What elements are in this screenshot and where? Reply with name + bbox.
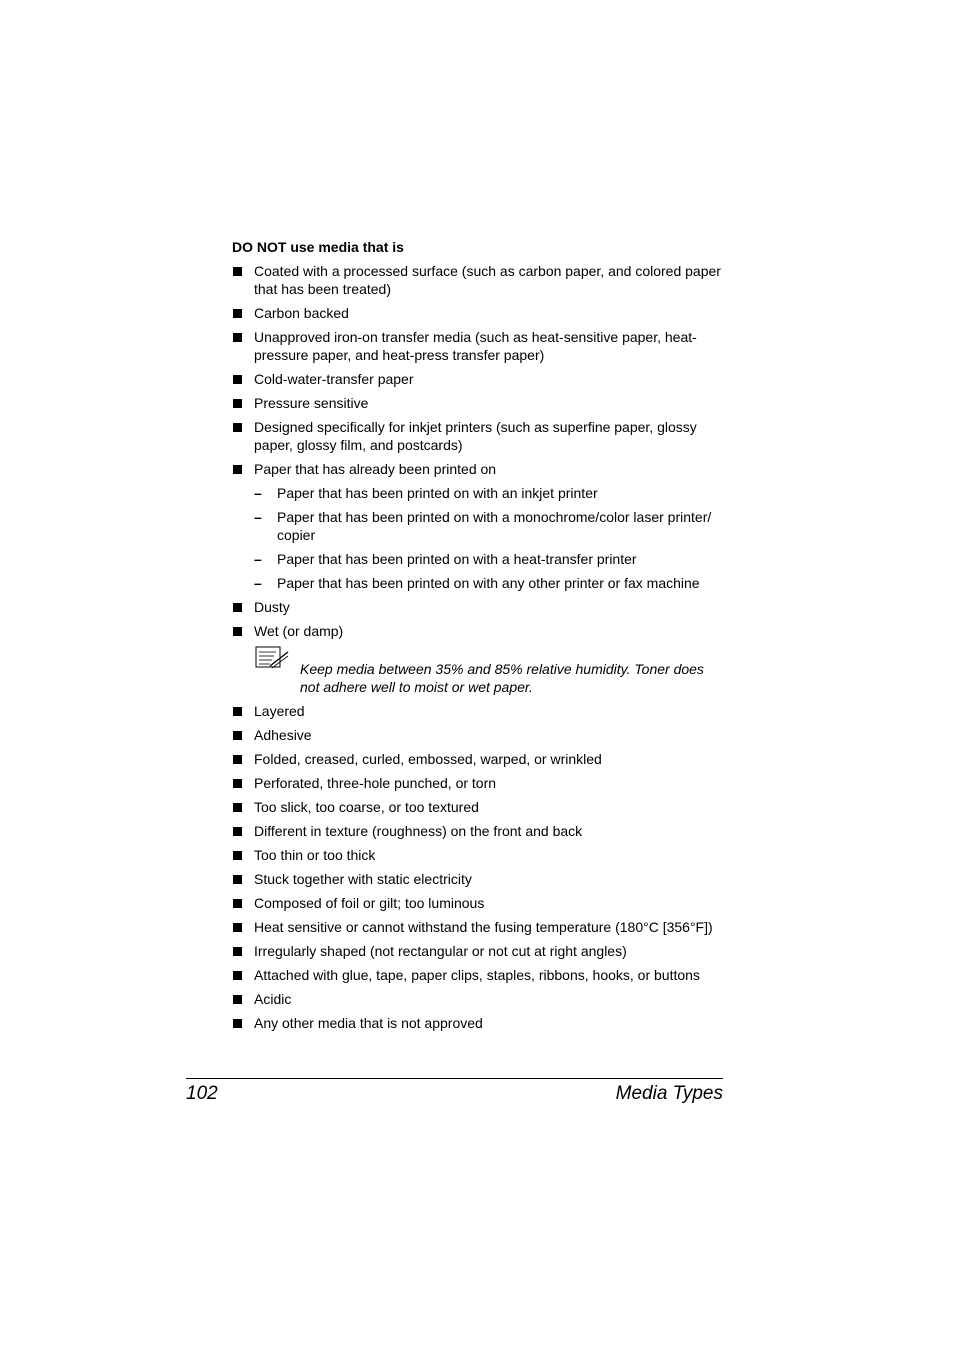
bullet-list-a <box>232 262 724 478</box>
square-bullet-icon <box>233 971 242 980</box>
content-body <box>232 238 724 1038</box>
square-bullet-icon <box>233 423 242 432</box>
list-item: Paper that has already been printed on <box>232 460 724 478</box>
dash-bullet-icon: – <box>254 575 262 591</box>
square-bullet-icon <box>233 779 242 788</box>
dash-bullet-icon: – <box>254 509 262 525</box>
square-bullet-icon <box>233 731 242 740</box>
list-item: Perforated, three-hole punched, or torn <box>232 774 724 792</box>
square-bullet-icon <box>233 827 242 836</box>
list-item: Coated with a processed surface (such as carbon paper, and colored paper that has been treated) <box>232 262 724 298</box>
square-bullet-icon <box>233 755 242 764</box>
section-heading: DO NOT use media that is <box>232 239 404 255</box>
list-item: Folded, creased, curled, embossed, warped, or wrinkled <box>232 750 724 768</box>
square-bullet-icon <box>233 803 242 812</box>
list-item: Adhesive <box>232 726 724 744</box>
list-item: Composed of foil or gilt; too luminous <box>232 894 724 912</box>
bullet-list-b <box>232 598 724 640</box>
dash-bullet-icon: – <box>254 551 262 567</box>
square-bullet-icon <box>233 309 242 318</box>
dash-bullet-icon: – <box>254 485 262 501</box>
list-item: Irregularly shaped (not rectangular or not cut at right angles) <box>232 942 724 960</box>
list-item: Wet (or damp) <box>232 622 724 640</box>
square-bullet-icon <box>233 995 242 1004</box>
sub-list-item: – Paper that has been printed on with a monochrome/color laser printer/ copier <box>254 509 712 543</box>
square-bullet-icon <box>233 267 242 276</box>
sub-list <box>232 484 724 592</box>
square-bullet-icon <box>233 375 242 384</box>
list-item: Cold-water-transfer paper <box>232 370 724 388</box>
note-block <box>232 646 724 696</box>
list-item: Heat sensitive or cannot withstand the fusing temperature (180°C [356°F]) <box>232 918 724 936</box>
square-bullet-icon <box>233 899 242 908</box>
list-item: Stuck together with static electricity <box>232 870 724 888</box>
square-bullet-icon <box>233 923 242 932</box>
sub-list-item: – Paper that has been printed on with an inkjet printer <box>254 485 598 501</box>
list-item: Carbon backed <box>232 304 724 322</box>
square-bullet-icon <box>233 399 242 408</box>
list-item: Attached with glue, tape, paper clips, staples, ribbons, hooks, or buttons <box>232 966 724 984</box>
square-bullet-icon <box>233 1019 242 1028</box>
bullet-list-c <box>232 702 724 1032</box>
page-footer <box>186 1078 723 1104</box>
list-item: Designed specifically for inkjet printers (such as superfine paper, glossy paper, glossy film, and postcards) <box>232 418 724 454</box>
sub-list-item: – Paper that has been printed on with any other printer or fax machine <box>254 575 700 591</box>
list-item: Dusty <box>232 598 724 616</box>
list-item: Different in texture (roughness) on the front and back <box>232 822 724 840</box>
square-bullet-icon <box>233 851 242 860</box>
footer-section-title: Media Types <box>615 1083 723 1104</box>
note-text: Keep media between 35% and 85% relative humidity. Toner does not adhere well to moist or wet paper. <box>300 661 704 695</box>
square-bullet-icon <box>233 707 242 716</box>
note-pad-icon <box>254 646 290 670</box>
square-bullet-icon <box>233 947 242 956</box>
page-number: 102 <box>186 1083 218 1104</box>
list-item: Too slick, too coarse, or too textured <box>232 798 724 816</box>
square-bullet-icon <box>233 627 242 636</box>
list-item: Acidic <box>232 990 724 1008</box>
square-bullet-icon <box>233 465 242 474</box>
list-item: Pressure sensitive <box>232 394 724 412</box>
list-item: Any other media that is not approved <box>232 1014 724 1032</box>
list-item: Too thin or too thick <box>232 846 724 864</box>
list-item: Unapproved iron-on transfer media (such as heat-sensitive paper, heat-pressure paper, and heat-press transfer paper) <box>232 328 724 364</box>
square-bullet-icon <box>233 603 242 612</box>
square-bullet-icon <box>233 333 242 342</box>
list-item: Layered <box>232 702 724 720</box>
square-bullet-icon <box>233 875 242 884</box>
sub-list-item: – Paper that has been printed on with a heat-transfer printer <box>254 551 637 567</box>
